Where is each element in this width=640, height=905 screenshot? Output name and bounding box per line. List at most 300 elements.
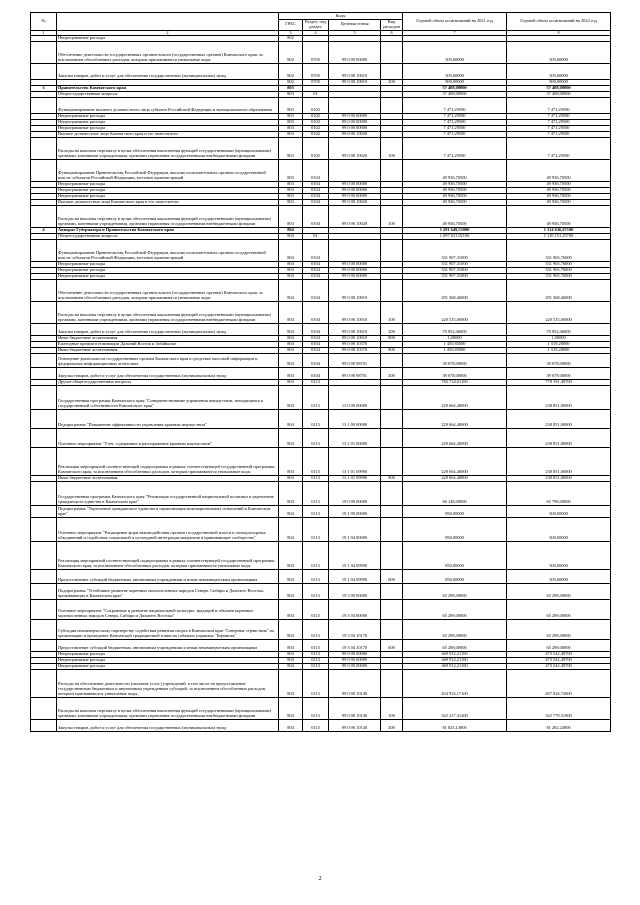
- line-item-name: Непрограммные расходы: [57, 274, 279, 280]
- section-code: 0705: [303, 42, 329, 64]
- table-row: [31, 280, 611, 302]
- section-code: 0113: [303, 380, 329, 386]
- amount-2022: 473 542,49700: [507, 658, 611, 664]
- amount-2022: 57 408,00000: [507, 86, 611, 92]
- section-code: 0113: [303, 698, 329, 720]
- expense-type: 800: [381, 336, 403, 342]
- table-row: [31, 506, 611, 518]
- section-code: 0104: [303, 336, 329, 342]
- expense-type: [381, 542, 403, 570]
- section-code: 0113: [303, 386, 329, 410]
- line-item-name: Обеспечение деятельности государственных органов власти (государственных органов) Камчатского края, за исключением обособленных расходов, которым присваиваются уникальные коды: [57, 42, 279, 64]
- grbs-code: 804: [279, 348, 303, 354]
- expense-type: 100: [381, 206, 403, 228]
- amount-2021: 850,00000: [403, 570, 507, 584]
- expense-type: 600: [381, 570, 403, 584]
- line-item-name: Основное мероприятие "Учет, содержание и распоряжение краевым имуществом": [57, 429, 279, 448]
- table-row: [31, 302, 611, 324]
- target-article: 99 0 00 10140: [329, 670, 381, 698]
- target-article: 13 1 01 09990: [329, 448, 381, 476]
- table-row: [31, 354, 611, 368]
- header-number: №: [31, 13, 57, 31]
- row-number: [31, 386, 57, 410]
- amount-2022: 7 471,29500: [507, 98, 611, 114]
- grbs-code: 804: [279, 336, 303, 342]
- grbs-code: 804: [279, 410, 303, 429]
- target-article: 13 1 00 00000: [329, 410, 381, 429]
- line-item-name: Непрограммные расходы: [57, 36, 279, 42]
- header-amount-2022: Годовой объем ассигнований на 2022 год: [507, 13, 611, 31]
- target-article: 99 0 00 00000: [329, 126, 381, 132]
- target-article: 99 0 00 10010: [329, 64, 381, 80]
- grbs-code: 804: [279, 570, 303, 584]
- grbs-code: 804: [279, 262, 303, 268]
- target-article: 19 3 04 00000: [329, 600, 381, 620]
- target-article: 19 1 00 00000: [329, 506, 381, 518]
- grbs-code: 804: [279, 354, 303, 368]
- target-article: 99 0 00 10010: [329, 80, 381, 86]
- amount-2021: 49 936,70500: [403, 182, 507, 188]
- expense-type: [381, 584, 403, 600]
- target-article: 99 0 00 00000: [329, 120, 381, 126]
- expense-type: 800: [381, 348, 403, 354]
- row-number: [31, 64, 57, 80]
- row-number: [31, 584, 57, 600]
- table-row: [31, 160, 611, 182]
- line-item-name: Расходы на обеспечение деятельности (оказание услуг) учреждений, в том числе на предоставление государственным бюджетным и автономным учреждениям субсидий, за исключением обособленных расходов, которым присваиваются уникальные коды: [57, 670, 279, 698]
- grbs-code: 804: [279, 584, 303, 600]
- section-code: 0104: [303, 188, 329, 194]
- grbs-code: 804: [279, 698, 303, 720]
- target-article: 99 0 00 00000: [329, 658, 381, 664]
- amount-2021: 57 408,00000: [403, 92, 507, 98]
- target-article: 19 3 00 00000: [329, 584, 381, 600]
- amount-2021: 39 078,00000: [403, 368, 507, 380]
- target-article: 13 0 00 00000: [329, 386, 381, 410]
- line-item-name: Предоставление субсидий бюджетным, автономным учреждениям и иным некоммерческим организациям: [57, 640, 279, 652]
- grbs-code: 802: [279, 64, 303, 80]
- amount-2021: 322 217,31400: [403, 698, 507, 720]
- amount-2021: 454 933,17100: [403, 670, 507, 698]
- grbs-code: 804: [279, 302, 303, 324]
- amount-2022: 473 542,49700: [507, 664, 611, 670]
- line-item-name: Реализация мероприятий соответствующей подпрограммы в рамках соответствующей государственной программы Камчатского края, за исключением обособленных расходов, которым присваиваются уникальные коды: [57, 448, 279, 476]
- target-article: 99 0 00 10140: [329, 720, 381, 732]
- amount-2022: 238 851,00000: [507, 410, 611, 429]
- amount-2022: 778 191,49700: [507, 380, 611, 386]
- grbs-code: 803: [279, 206, 303, 228]
- target-article: 99 0 00 10010: [329, 336, 381, 342]
- grbs-code: 803: [279, 132, 303, 138]
- row-number: 3: [31, 86, 57, 92]
- table-row: [31, 570, 611, 584]
- grbs-code: 804: [279, 518, 303, 542]
- grbs-code: 804: [279, 506, 303, 518]
- target-article: 19 3 04 10170: [329, 640, 381, 652]
- table-row: [31, 138, 611, 160]
- target-article: 99 0 00 00000: [329, 268, 381, 274]
- line-item-name: Непрограммные расходы: [57, 658, 279, 664]
- grbs-code: 804: [279, 386, 303, 410]
- section-code: 0102: [303, 120, 329, 126]
- row-number: [31, 620, 57, 640]
- section-code: 0104: [303, 274, 329, 280]
- target-article: 19 0 00 00000: [329, 482, 381, 506]
- amount-2021: 1,00000: [403, 336, 507, 342]
- line-item-name: Расходы на выплаты персоналу в целях обеспечения выполнения функций государственными (муниципальными) органами, казенными учреждениями, органами управления государственными внебюджетными фондами: [57, 206, 279, 228]
- grbs-code: 803: [279, 160, 303, 182]
- section-code: 0113: [303, 664, 329, 670]
- line-item-name: Основное мероприятие "Расширение форм взаимодействия органов государственной власти и этнокультурных объединений и содействие социальной и культурной интеграции мигрантов в принимающее сообщество": [57, 518, 279, 542]
- grbs-code: 804: [279, 380, 303, 386]
- section-code: 0113: [303, 410, 329, 429]
- line-item-name: Закупка товаров, работ и услуг для обеспечения государственных (муниципальных) нужд: [57, 324, 279, 336]
- line-item-name: Подпрограмма "Укрепление гражданского единства и гармонизация межнациональных отношений в Камчатском крае": [57, 506, 279, 518]
- expense-type: [381, 448, 403, 476]
- target-article: [329, 160, 381, 182]
- amount-2022: 220 515,00000: [507, 302, 611, 324]
- target-article: 99 0 00 10020: [329, 200, 381, 206]
- line-item-name: Иные бюджетные ассигнования: [57, 348, 279, 354]
- amount-2022: 1,00000: [507, 336, 611, 342]
- line-item-name: Реализация мероприятий соответствующей подпрограммы в рамках соответствующей государственной программы Камчатского края, за исключением обособленных расходов, которым присваиваются уникальные коды: [57, 542, 279, 570]
- line-item-name: Иные бюджетные ассигнования: [57, 336, 279, 342]
- grbs-code: 804: [279, 542, 303, 570]
- line-item-name: Закупка товаров, работ и услуг для обеспечения государственных (муниципальных) нужд: [57, 64, 279, 80]
- section-code: 0113: [303, 670, 329, 698]
- expense-type: [381, 160, 403, 182]
- amount-2022: 49 936,70500: [507, 200, 611, 206]
- row-number: [31, 600, 57, 620]
- amount-2022: 49 936,70500: [507, 194, 611, 200]
- amount-2022: 1 519,28000: [507, 342, 611, 348]
- amount-2021: 850,00000: [403, 542, 507, 570]
- amount-2021: 331 907,31000: [403, 262, 507, 268]
- column-number: 6: [381, 30, 403, 35]
- section-code: 0104: [303, 348, 329, 354]
- table-row: [31, 64, 611, 80]
- line-item-name: Расходы на выплаты персоналу в целях обеспечения выполнения функций государственными (муниципальными) органами, казенными учреждениями, органами управления государственными внебюджетными фондами: [57, 138, 279, 160]
- section-code: 0104: [303, 280, 329, 302]
- line-item-name: Подпрограмма "Устойчивое развитие коренных малочисленных народов Севера, Сибири и Дальнего Востока, проживающих в Камчатском крае": [57, 584, 279, 600]
- amount-2022: 39 078,00000: [507, 354, 611, 368]
- row-number: [31, 542, 57, 570]
- header-name: [57, 13, 279, 31]
- grbs-code: 804: [279, 234, 303, 240]
- line-item-name: Общегосударственные вопросы: [57, 234, 279, 240]
- amount-2021: 7 471,29500: [403, 132, 507, 138]
- amount-2022: 1 519,28000: [507, 348, 611, 354]
- header-amount-2021: Годовой объем ассигнований на 2021 год: [403, 13, 507, 31]
- line-item-name: Государственная программа Камчатского края "Реализация государственной национальной политики и укрепление гражданского единства в Камчатском крае": [57, 482, 279, 506]
- line-item-name: Расходы на выплаты персоналу в целях обеспечения выполнения функций государственными (муниципальными) органами, казенными учреждениями, органами управления государственными внебюджетными фондами: [57, 698, 279, 720]
- row-number: [31, 354, 57, 368]
- table-row: [31, 600, 611, 620]
- expense-type: [381, 42, 403, 64]
- table-row: [31, 324, 611, 336]
- amount-2022: 1 110 151,25700: [507, 234, 611, 240]
- amount-2022: 331 965,76000: [507, 268, 611, 274]
- amount-2022: 500,00000: [507, 518, 611, 542]
- section-code: 0104: [303, 194, 329, 200]
- line-item-name: Непрограммные расходы: [57, 262, 279, 268]
- amount-2022: 7 471,29500: [507, 114, 611, 120]
- amount-2021: 229 664,40000: [403, 386, 507, 410]
- line-item-name: Аппарат Губернатора и Правительства Камчатского края: [57, 228, 279, 234]
- target-article: 99 0 00 10140: [329, 698, 381, 720]
- line-item-name: Государственная программа Камчатского края "Совершенствование управления имуществом, находящимся в государственной собственности Камчатского края": [57, 386, 279, 410]
- amount-2021: 49 936,70500: [403, 200, 507, 206]
- table-row: [31, 240, 611, 262]
- amount-2021: 850,00000: [403, 506, 507, 518]
- column-number: 1: [31, 30, 57, 35]
- target-article: 99 0 00 10020: [329, 138, 381, 160]
- amount-2022: 238 851,00000: [507, 476, 611, 482]
- amount-2022: 65 298,00000: [507, 584, 611, 600]
- table-row: [31, 584, 611, 600]
- grbs-code: 802: [279, 42, 303, 64]
- grbs-code: 804: [279, 482, 303, 506]
- line-item-name: Субсидия некоммерческому партнерству содействия развития спорта в Камчатском крае "Северные странствия" на организацию и проведение Камчатской традиционной гонки на собачьих упряжках "Берингия": [57, 620, 279, 640]
- amount-2021: 49 936,70500: [403, 188, 507, 194]
- grbs-code: 804: [279, 664, 303, 670]
- section-code: 0104: [303, 262, 329, 268]
- line-item-name: Предоставление субсидий бюджетным, автономным учреждениям и иным некоммерческим организациям: [57, 570, 279, 584]
- amount-2022: 473 542,49700: [507, 652, 611, 658]
- amount-2022: 238 851,00000: [507, 429, 611, 448]
- grbs-code: 804: [279, 652, 303, 658]
- amount-2021: 81 825,13800: [403, 720, 507, 732]
- section-code: 0102: [303, 126, 329, 132]
- header-section: Раздел, под раздел: [303, 20, 329, 31]
- grbs-code: 803: [279, 200, 303, 206]
- expense-type: 100: [381, 698, 403, 720]
- grbs-code: 803: [279, 98, 303, 114]
- grbs-code: 804: [279, 228, 303, 234]
- amount-2022: 331 965,76000: [507, 274, 611, 280]
- grbs-code: 802: [279, 36, 303, 42]
- expense-type: [381, 620, 403, 640]
- table-row: [31, 720, 611, 732]
- amount-2022: 457 024,73600: [507, 670, 611, 698]
- expense-type: [381, 280, 403, 302]
- target-article: 19 1 04 09990: [329, 570, 381, 584]
- section-code: 0113: [303, 542, 329, 570]
- expense-type: [381, 670, 403, 698]
- target-article: 99 0 00 98701: [329, 354, 381, 368]
- expense-type: [381, 429, 403, 448]
- row-number: [31, 720, 57, 732]
- row-number: [31, 570, 57, 584]
- section-code: 0104: [303, 206, 329, 228]
- header-row-top: [31, 13, 611, 20]
- expense-type: 100: [381, 138, 403, 160]
- target-article: 19 1 04 09990: [329, 542, 381, 570]
- expense-type: 200: [381, 720, 403, 732]
- amount-2021: 49 936,70500: [403, 206, 507, 228]
- target-article: 99 0 00 10010: [329, 302, 381, 324]
- section-code: 0104: [303, 368, 329, 380]
- column-number: 8: [507, 30, 611, 35]
- amount-2022: 7 471,29500: [507, 126, 611, 132]
- amount-2022: 500,00000: [507, 42, 611, 64]
- amount-2022: 57 408,00000: [507, 92, 611, 98]
- amount-2022: 500,00000: [507, 542, 611, 570]
- column-number: 2: [57, 30, 279, 35]
- line-item-name: Непрограммные расходы: [57, 188, 279, 194]
- expense-type: [381, 482, 403, 506]
- amount-2022: 7 471,29500: [507, 138, 611, 160]
- row-number: [31, 640, 57, 652]
- row-number: 4: [31, 228, 57, 234]
- table-row: [31, 542, 611, 570]
- target-article: 13 1 01 00000: [329, 429, 381, 448]
- line-item-name: Основное мероприятие "Сохранение и развитие национальной культуры, традиций и обычаев коренных малочисленных народов Севера, Сибири и Дальнего Востока": [57, 600, 279, 620]
- grbs-code: 804: [279, 476, 303, 482]
- expense-type: [381, 600, 403, 620]
- amount-2022: 39 078,00000: [507, 368, 611, 380]
- amount-2022: 238 851,00000: [507, 448, 611, 476]
- budget-document-page: [30, 12, 610, 732]
- line-item-name: Другие общегосударственные вопросы: [57, 380, 279, 386]
- amount-2021: 469 912,21100: [403, 652, 507, 658]
- target-article: 19 3 04 10170: [329, 620, 381, 640]
- grbs-code: 803: [279, 188, 303, 194]
- section-code: 01: [303, 92, 329, 98]
- section-code: 0113: [303, 652, 329, 658]
- line-item-name: Функционирование высшего должностного лица субъекта Российской Федерации и муниципального образования: [57, 98, 279, 114]
- budget-table: [30, 12, 611, 732]
- amount-2022: 49 936,70500: [507, 160, 611, 182]
- grbs-code: 804: [279, 720, 303, 732]
- section-code: 0104: [303, 240, 329, 262]
- section-code: 0113: [303, 720, 329, 732]
- section-code: 0104: [303, 200, 329, 206]
- section-code: 0113: [303, 448, 329, 476]
- table-row: [31, 448, 611, 476]
- amount-2021: 1 097 631,92100: [403, 234, 507, 240]
- row-number: [31, 698, 57, 720]
- section-code: 0113: [303, 476, 329, 482]
- amount-2022: 49 936,70500: [507, 206, 611, 228]
- header-grbs: ГРБС: [279, 20, 303, 31]
- header-type: Вид расходов: [381, 20, 403, 31]
- expense-type: [381, 240, 403, 262]
- row-number: [31, 160, 57, 182]
- target-article: 99 0 00 10020: [329, 206, 381, 228]
- target-article: 99 0 00 00000: [329, 262, 381, 268]
- amount-2021: 469 912,21100: [403, 658, 507, 664]
- row-number: [31, 42, 57, 64]
- amount-2022: 49 936,70500: [507, 188, 611, 194]
- line-item-name: Непрограммные расходы: [57, 664, 279, 670]
- line-item-name: Непрограммные расходы: [57, 114, 279, 120]
- grbs-code: 804: [279, 658, 303, 664]
- section-code: 0104: [303, 268, 329, 274]
- section-code: 0705: [303, 80, 329, 86]
- amount-2022: 81 202,24900: [507, 720, 611, 732]
- row-number: [31, 280, 57, 302]
- target-article: 99 0 00 00000: [329, 652, 381, 658]
- line-item-name: Закупка товаров, работ и услуг для обеспечения государственных (муниципальных) нужд: [57, 720, 279, 732]
- target-article: 99 0 00 98701: [329, 368, 381, 380]
- line-item-name: Функционирование Правительства Российской Федерации, высших исполнительных органов государственной власти субъектов Российской Федерации, местных администраций: [57, 160, 279, 182]
- amount-2021: 1 291 649,53000: [403, 228, 507, 234]
- section-code: 0102: [303, 98, 329, 114]
- section-code: 0113: [303, 658, 329, 664]
- column-number: 3: [279, 30, 303, 35]
- amount-2022: 500,00000: [507, 570, 611, 584]
- line-item-name: Функционирование Правительства Российской Федерации, высших исполнительных органов государственной власти субъектов Российской Федерации, местных администраций: [57, 240, 279, 262]
- grbs-code: 803: [279, 86, 303, 92]
- row-number: [31, 482, 57, 506]
- section-code: 0113: [303, 620, 329, 640]
- table-row: [31, 206, 611, 228]
- grbs-code: 803: [279, 92, 303, 98]
- table-row: [31, 98, 611, 114]
- section-code: 01: [303, 234, 329, 240]
- amount-2022: 500,00000: [507, 64, 611, 80]
- amount-2021: 229 664,40000: [403, 476, 507, 482]
- amount-2022: 331 965,76000: [507, 240, 611, 262]
- amount-2021: 70 852,46000: [403, 324, 507, 336]
- target-article: 99 0 00 00000: [329, 194, 381, 200]
- section-code: 0104: [303, 160, 329, 182]
- line-item-name: Правительство Камчатского края: [57, 86, 279, 92]
- table-row: [31, 386, 611, 410]
- amount-2021: 7 471,29500: [403, 120, 507, 126]
- row-number: [31, 448, 57, 476]
- row-number: [31, 410, 57, 429]
- amount-2022: 70 852,46000: [507, 324, 611, 336]
- grbs-code: 804: [279, 640, 303, 652]
- amount-2021: 1 450,85000: [403, 342, 507, 348]
- line-item-name: Расходы на выплаты персоналу в целях обеспечения выполнения функций государственными (муниципальными) органами, казенными учреждениями, органами управления государственными внебюджетными фондами: [57, 302, 279, 324]
- line-item-name: Закупка товаров, работ и услуг для обеспечения государственных (муниципальных) нужд: [57, 368, 279, 380]
- table-row: [31, 368, 611, 380]
- grbs-code: 804: [279, 670, 303, 698]
- budget-rows: [31, 36, 611, 732]
- amount-2021: 229 664,40000: [403, 429, 507, 448]
- section-code: 0113: [303, 506, 329, 518]
- grbs-code: 804: [279, 448, 303, 476]
- target-article: 99 0 00 00000: [329, 114, 381, 120]
- grbs-code: 803: [279, 126, 303, 132]
- row-number: [31, 302, 57, 324]
- amount-2022: 65 798,00000: [507, 482, 611, 506]
- amount-2022: 500,00000: [507, 80, 611, 86]
- line-item-name: Общегосударственные вопросы: [57, 92, 279, 98]
- line-item-name: Высшие должностные лица Камчатского края и его заместители: [57, 200, 279, 206]
- target-article: [329, 98, 381, 114]
- amount-2022: 331 965,76000: [507, 262, 611, 268]
- row-number: [31, 429, 57, 448]
- row-number: [31, 206, 57, 228]
- line-item-name: Непрограммные расходы: [57, 652, 279, 658]
- amount-2022: 500,00000: [507, 506, 611, 518]
- amount-2021: 66 148,00000: [403, 482, 507, 506]
- line-item-name: Освещение деятельности государственных органов Камчатского края в средствах массовой информации и федеральных информационных агентствах: [57, 354, 279, 368]
- target-article: 99 0 00 10010: [329, 324, 381, 336]
- amount-2021: 500,00000: [403, 42, 507, 64]
- section-code: 0113: [303, 518, 329, 542]
- amount-2022: 322 779,51900: [507, 698, 611, 720]
- line-item-name: Иные бюджетные ассигнования: [57, 476, 279, 482]
- target-article: 99 0 00 10370: [329, 342, 381, 348]
- amount-2021: 765 724,61100: [403, 380, 507, 386]
- row-number: [31, 368, 57, 380]
- grbs-code: 804: [279, 342, 303, 348]
